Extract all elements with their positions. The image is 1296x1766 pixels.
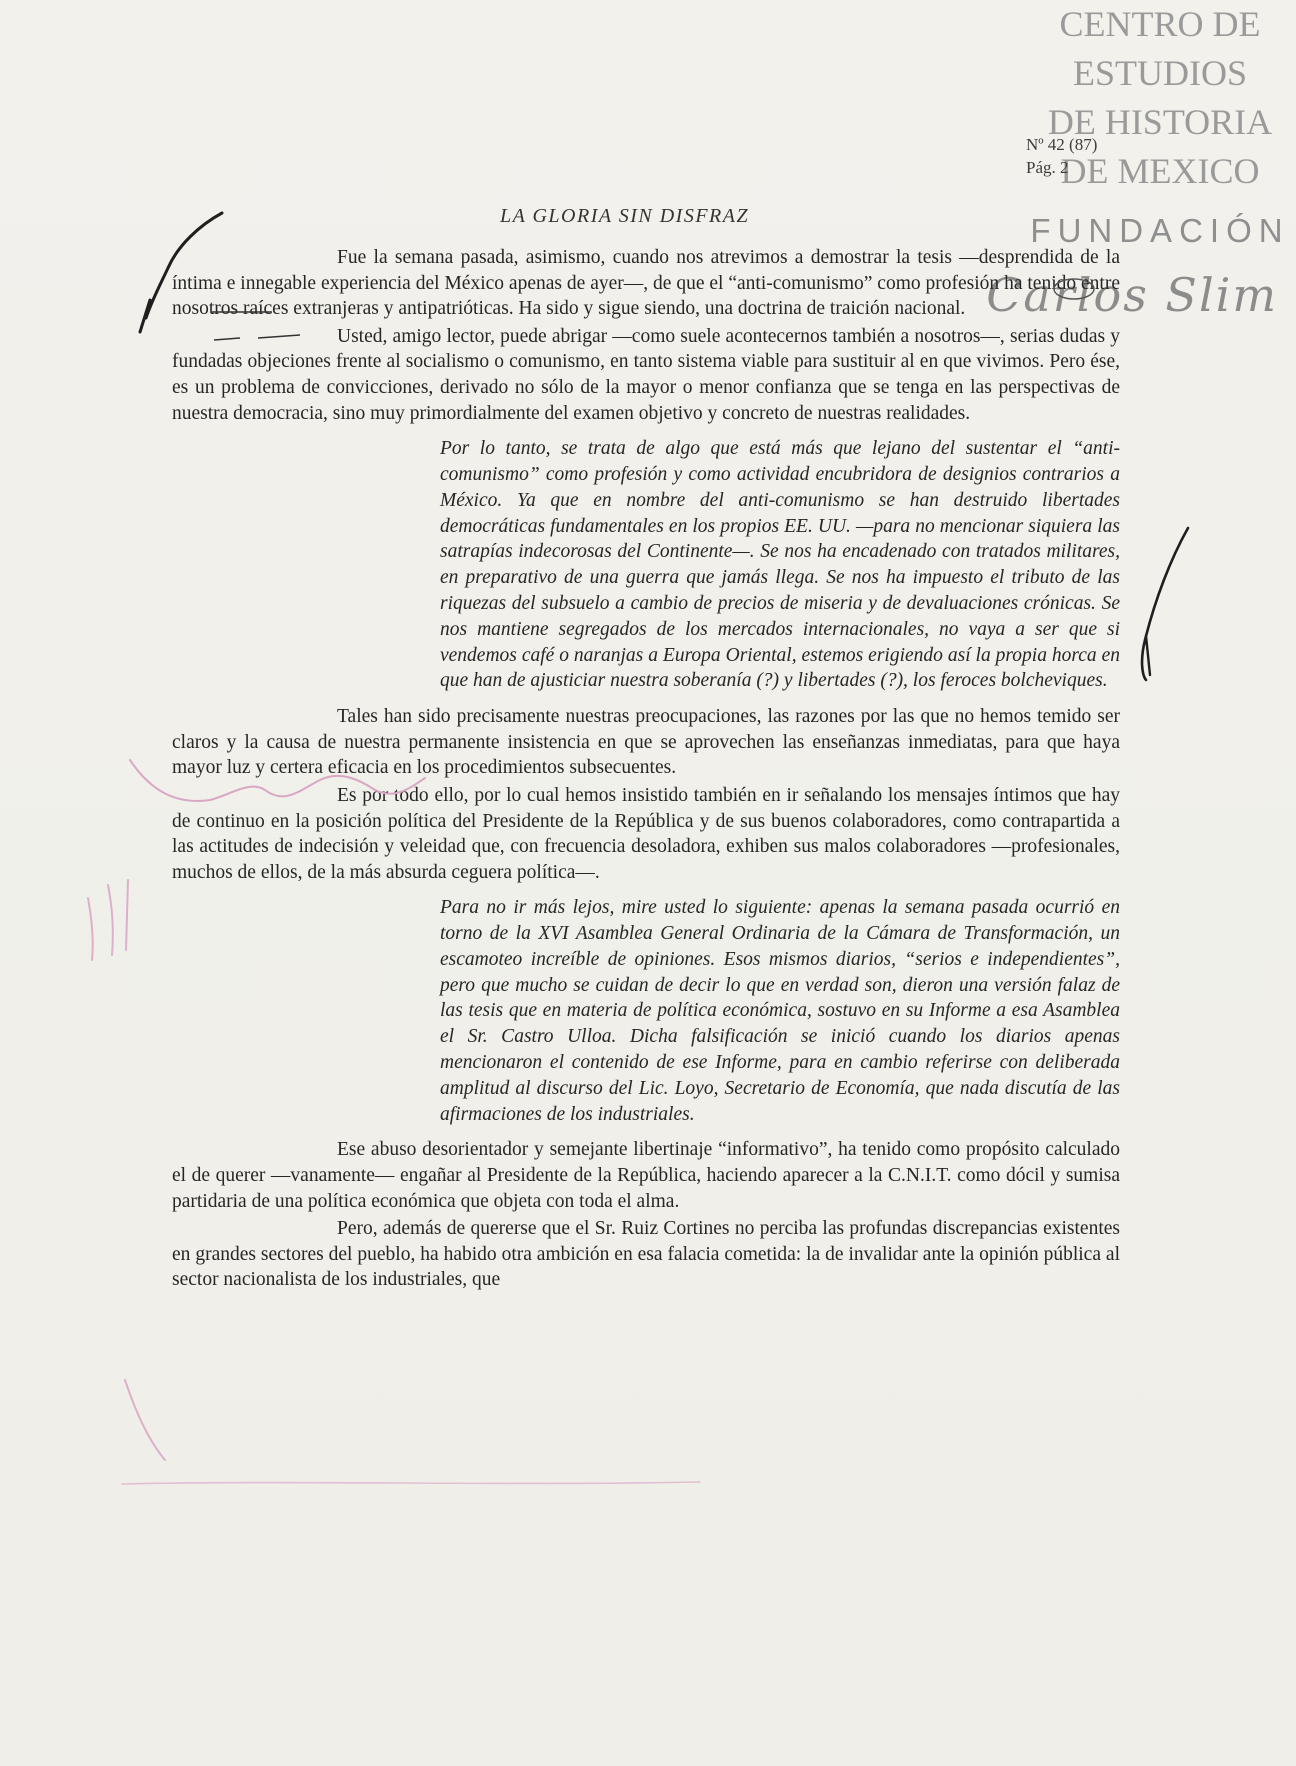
paragraph: Es por todo ello, por lo cual hemos insistido también en ir señalando los mensajes íntimos que hay de continuo en la posición política del Presidente de la República y de sus buenos colaboradores, como contrapartida a las actitudes de indecisión y veleidad que, con frecuencia desoladora, exhiben sus malos colaboradores —profesionales, muchos de ellos, de la más absurda ceguera política—. xyxy=(172,784,1120,883)
watermark-fundacion: FUNDACIÓN xyxy=(1030,212,1290,249)
paragraph: Fue la semana pasada, asimismo, cuando nos atrevimos a demostrar la tesis —desprendida de la íntima e innegable experiencia del México apenas de ayer—, de que el “anti-comunismo” como profesión ha tenido entre nosotros raíces extranjeras y antipatrióticas. Ha sido y sigue siendo, una doctrina de traición nacional. xyxy=(172,247,1120,320)
watermark-line: CENTRO DE xyxy=(1059,4,1261,44)
page-reference xyxy=(1026,133,1097,179)
indented-quote: Para no ir más lejos, mire usted lo siguiente: apenas la semana pasada ocurrió en torno de la XVI Asamblea General Ordinaria de la Cámara de Transformación, un escamoteo increíble de opiniones. Esos mismos diarios, “serios e independientes”, pero que mucho se cuidan de decir lo que en verdad son, dieron una versión falaz de las tesis que en materia de política económica, sostuvo en su Informe a esa Asamblea el Sr. Castro Ulloa. Dicha falsificación se inició cuando los diarios apenas mencionaron el contenido de ese Informe, para en cambio referirse con deliberada amplitud al discurso del Lic. Loyo, Secretario de Economía, que nada discutía de las afirmaciones de los industriales. xyxy=(440,897,1120,1125)
pen-margin-mark xyxy=(1142,528,1188,680)
pen-margin-mark xyxy=(140,300,150,332)
watermark-line: DE HISTORIA xyxy=(1047,102,1273,142)
paragraph: Tales han sido precisamente nuestras preocupaciones, las razones por las que no hemos temido ser claros y la causa de nuestra permanente insistencia en que se aprovechen las enseñanzas inmediatas, para que haya mayor luz y certera eficacia en los procedimientos subsecuentes. xyxy=(172,706,1120,779)
pink-pencil-scribble xyxy=(125,1380,165,1460)
watermark-signature: Carlos Slim xyxy=(986,268,1278,322)
paragraph: Ese abuso desorientador y semejante libertinaje “informativo”, ha tenido como propósito calculado el de querer —vanamente— engañar al Presidente de la República, haciendo aparecer a la C.N.I.T. como dócil y sumisa partidaria de una política económica que objeta con toda el alma. xyxy=(172,1139,1120,1212)
archive-watermark xyxy=(1030,0,1290,255)
pen-margin-mark xyxy=(1146,636,1150,675)
watermark-line: DE MEXICO xyxy=(1060,151,1260,191)
paragraph: Pero, además de quererse que el Sr. Ruiz Cortines no perciba las profundas discrepancias existentes en grandes sectores del pueblo, ha habido otra ambición en esa falacia cometida: la de invalidar ante la opinión pública al sector nacionalista de los industriales, que xyxy=(172,1218,1120,1291)
paragraph: Usted, amigo lector, puede abrigar —como suele acontecernos también a nosotros—, serias dudas y fundadas objeciones frente al socialismo o comunismo, en tanto sistema viable para sustituir al en que vivimos. Pero ése, es un problema de convicciones, derivado no sólo de la mayor o menor confianza que se tenga en las perspectivas de nuestra democracia, sino muy primordialmente del examen objetivo y concreto de nuestras realidades. xyxy=(172,325,1120,424)
indented-quote: Por lo tanto, se trata de algo que está más que lejano del sustentar el “anti-comunismo” como profesión y como actividad encubridora de designios contrarios a México. Ya que en nombre del anti-comunismo se han destruido libertades democráticas fundamentales en los propios EE. UU. —para no mencionar siquiera las satrapías indecorosas del Continente—. Se nos ha encadenado con tratados militares, en preparativo de una guerra que jamás llega. Se nos ha impuesto el tributo de las riquezas del subsuelo a cambio de precios de miseria y de devaluaciones crónicas. Se nos mantiene segregados de los mercados internacionales, no vaya a ser que si vendemos café o naranjas a Europa Oriental, estemos erigiendo así la propia horca en que han de ajusticiar nuestra soberanía (?) y libertades (?), los feroces bolcheviques. xyxy=(440,438,1120,692)
pink-pencil-scribble xyxy=(88,880,128,960)
watermark-line: ESTUDIOS xyxy=(1072,53,1247,93)
article-title: LA GLORIA SIN DISFRAZ xyxy=(500,205,750,227)
page-number: Pág. 2 xyxy=(1026,158,1069,177)
article-body xyxy=(172,245,1120,1293)
issue-number: Nº 42 (87) xyxy=(1026,135,1098,154)
